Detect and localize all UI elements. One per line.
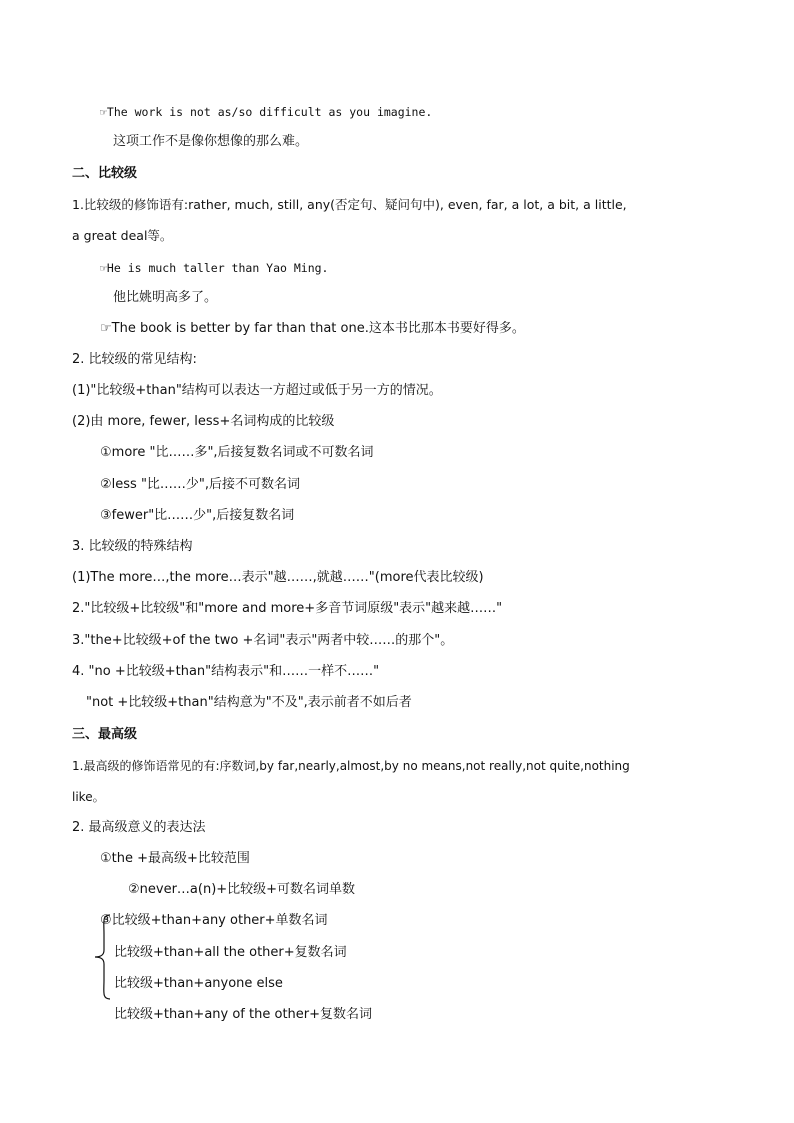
special-structure-1: (1)The more…,the more…表示"越……,就越……"(more代表比较级) [72, 570, 484, 585]
example-translation-difficult: 这项工作不是像你想像的那么难。 [113, 134, 309, 149]
comparative-modifiers: 1.比较级的修饰语有:rather, much, still, any(否定句、疑问句中), even, far, a lot, a bit, a little, [72, 197, 627, 212]
section-heading-comparative: 二、比较级 [72, 166, 138, 181]
example-sentence-better: ☞The book is better by far than that one.这本书比那本书要好得多。 [100, 321, 525, 336]
special-structure-4b: "not +比较级+than"结构意为"不及",表示前者不如后者 [86, 695, 412, 710]
superlative-expressions-heading: 2. 最高级意义的表达法 [72, 820, 206, 835]
example-sentence-taller: ☞He is much taller than Yao Ming. [100, 261, 329, 275]
special-structures-heading: 3. 比较级的特殊结构 [72, 539, 193, 554]
section-heading-superlative: 三、最高级 [72, 727, 138, 742]
curly-brace [92, 914, 114, 1000]
example-sentence-difficult: ☞The work is not as/so difficult as you imagine. [100, 105, 433, 119]
superlative-expression-2: ②never…a(n)+比较级+可数名词单数 [128, 882, 356, 897]
special-structure-2: 2."比较级+比较级"和"more and more+多音节词原级"表示"越来越……" [72, 601, 503, 616]
structure-2: (2)由 more, fewer, less+名词构成的比较级 [72, 414, 335, 429]
structure-1: (1)"比较级+than"结构可以表达一方超过或低于另一方的情况。 [72, 383, 442, 398]
superlative-expression-3c: 比较级+than+anyone else [114, 976, 283, 991]
structure-2-more: ①more "比……多",后接复数名词或不可数名词 [100, 445, 374, 460]
comparative-structures-heading: 2. 比较级的常见结构: [72, 352, 197, 367]
superlative-modifiers-cont: like。 [72, 790, 105, 804]
superlative-modifiers: 1.最高级的修饰语常见的有:序数词,by far,nearly,almost,by no means,not really,not quite,nothing [72, 759, 630, 773]
special-structure-3: 3."the+比较级+of the two +名词"表示"两者中较……的那个"。 [72, 633, 454, 648]
structure-2-less: ②less "比……少",后接不可数名词 [100, 477, 301, 492]
superlative-expression-3d: 比较级+than+any of the other+复数名词 [114, 1007, 373, 1022]
structure-2-fewer: ③fewer"比……少",后接复数名词 [100, 508, 295, 523]
superlative-expression-3: ③比较级+than+any other+单数名词 [100, 913, 328, 928]
superlative-expression-3b: 比较级+than+all the other+复数名词 [114, 945, 347, 960]
superlative-expression-1: ①the +最高级+比较范围 [100, 851, 250, 866]
comparative-modifiers-cont: a great deal等。 [72, 228, 173, 243]
example-translation-taller: 他比姚明高多了。 [113, 290, 218, 305]
special-structure-4: 4. "no +比较级+than"结构表示"和……一样不……" [72, 664, 380, 679]
